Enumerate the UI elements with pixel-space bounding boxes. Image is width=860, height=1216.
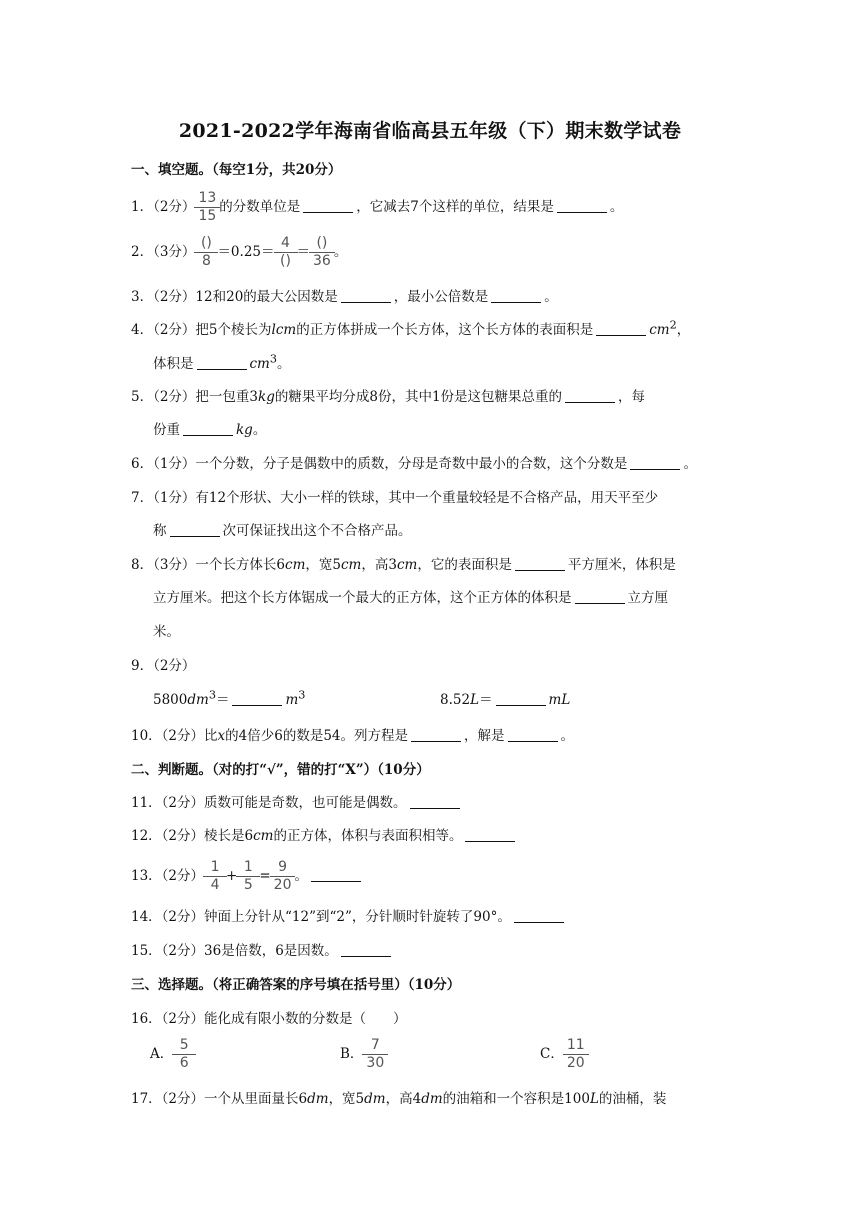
- question-10: 10．（2分）比x的4倍少6的数是54。列方程是 ，解是 。: [131, 728, 575, 744]
- fraction-blank-8[interactable]: $\frac{()}{8}$: [196, 236, 216, 269]
- page-title: 2021-2022学年海南省临高县五年级（下）期末数学试卷: [178, 120, 682, 142]
- answer-blank[interactable]: [496, 692, 546, 707]
- question-9-part-a: $5800dm^3= m^3$: [153, 688, 306, 708]
- option-a[interactable]: A． $\frac{5}{6}$: [150, 1038, 195, 1071]
- question-4: 4．（2分）把5个棱长为lcm的正方体拼成一个长方体，这个长方体的表面积是 $cm^2$，: [131, 318, 691, 338]
- answer-blank[interactable]: [508, 728, 558, 743]
- fraction-blank-36[interactable]: $\frac{()}{36}$: [311, 236, 333, 269]
- answer-blank[interactable]: [303, 199, 353, 214]
- question-2: 2．（3分） $\frac{()}{8}$ ＝0.25＝ $\frac{4}{()}$ ＝ $\frac{()}{36}$ 。: [131, 235, 348, 269]
- question-5-line-2: 份重 kg。: [153, 422, 267, 438]
- section-fill-in: 一、填空题。（每空1分，共20分）: [131, 162, 342, 178]
- option-b[interactable]: B． $\frac{7}{30}$: [340, 1038, 387, 1071]
- option-c[interactable]: C． $\frac{11}{20}$: [540, 1038, 588, 1071]
- fraction-13-15: $\frac{13}{15}$: [196, 191, 218, 224]
- question-17: 17．（2分）一个从里面量长6dm，宽5dm，高4dm的油箱和一个容积是100L的油桶，装: [131, 1091, 667, 1107]
- fraction-4-blank[interactable]: $\frac{4}{()}$: [276, 236, 296, 269]
- question-7: 7．（1分）有12个形状、大小一样的铁球，其中一个重量较轻是不合格产品，用天平至少: [131, 490, 659, 506]
- section-true-false: 二、判断题。（对的打“√”，错的打“X”）（10分）: [131, 762, 430, 778]
- answer-blank[interactable]: [197, 356, 247, 371]
- question-8: 8．（3分）一个长方体长6cm，宽5cm，高3cm，它的表面积是 平方厘米，体积是: [131, 557, 676, 573]
- answer-blank[interactable]: [465, 828, 515, 843]
- section-multiple-choice: 三、选择题。（将正确答案的序号填在括号里）（10分）: [131, 977, 461, 993]
- answer-blank[interactable]: [514, 909, 564, 924]
- fraction-9-20: $\frac{9}{20}$: [272, 860, 294, 893]
- fraction-11-20: $\frac{11}{20}$: [565, 1038, 587, 1071]
- answer-blank[interactable]: [491, 289, 541, 304]
- answer-blank[interactable]: [630, 456, 680, 471]
- fraction-7-30: $\frac{7}{30}$: [364, 1038, 386, 1071]
- question-8-line-2: 立方厘米。把这个长方体锯成一个最大的正方体，这个正方体的体积是 立方厘: [153, 590, 668, 606]
- answer-blank[interactable]: [557, 199, 607, 214]
- fraction-5-6: $\frac{5}{6}$: [174, 1038, 194, 1071]
- answer-blank[interactable]: [311, 868, 361, 883]
- question-15: 15．（2分）36是倍数，6是因数。: [131, 939, 741, 959]
- answer-blank[interactable]: [183, 422, 233, 437]
- answer-blank[interactable]: [410, 795, 460, 810]
- question-11: 11．（2分）质数可能是奇数，也可能是偶数。: [131, 791, 741, 811]
- question-9: 9．（2分）: [131, 658, 196, 674]
- fraction-1-5: $\frac{1}{5}$: [238, 860, 258, 893]
- question-12: 12．（2分）棱长是6cm的正方体，体积与表面积相等。: [131, 824, 741, 844]
- fraction-1-4: $\frac{1}{4}$: [205, 860, 225, 893]
- question-8-line-3: 米。: [153, 624, 180, 640]
- answer-blank[interactable]: [515, 557, 565, 572]
- question-3: 3．（2分）12和20的最大公因数是 ，最小公倍数是 。: [131, 289, 558, 305]
- question-13: 13．（2分） $\frac{1}{4}$ + $\frac{1}{5}$ = $\frac{9}{20}$ 。: [131, 860, 741, 893]
- question-9-part-b: 8.52L＝ mL: [440, 692, 571, 708]
- answer-blank[interactable]: [341, 289, 391, 304]
- question-1: 1．（2分） $\frac{13}{15}$ 的分数单位是 ，它减去7个这样的单位，结果是 。: [131, 190, 624, 224]
- answer-blank[interactable]: [232, 692, 282, 707]
- question-4-line-2: 体积是 $cm^3$。: [153, 352, 291, 372]
- answer-blank[interactable]: [596, 322, 646, 337]
- answer-blank[interactable]: [341, 943, 391, 958]
- question-6: 6．（1分）一个分数，分子是偶数中的质数，分母是奇数中最小的合数，这个分数是 。: [131, 456, 697, 472]
- answer-blank[interactable]: [575, 590, 625, 605]
- question-16: 16．（2分）能化成有限小数的分数是（ ）: [131, 1011, 407, 1027]
- question-5: 5．（2分）把一包重3kg的糖果平均分成8份，其中1份是这包糖果总重的 ，每: [131, 389, 646, 405]
- question-14: 14．（2分）钟面上分针从“12”到“2”，分针顺时针旋转了90°。: [131, 905, 741, 925]
- answer-blank[interactable]: [411, 728, 461, 743]
- answer-blank[interactable]: [565, 389, 615, 404]
- question-7-line-2: 称 次可保证找出这个不合格产品。: [153, 523, 412, 539]
- answer-blank[interactable]: [170, 523, 220, 538]
